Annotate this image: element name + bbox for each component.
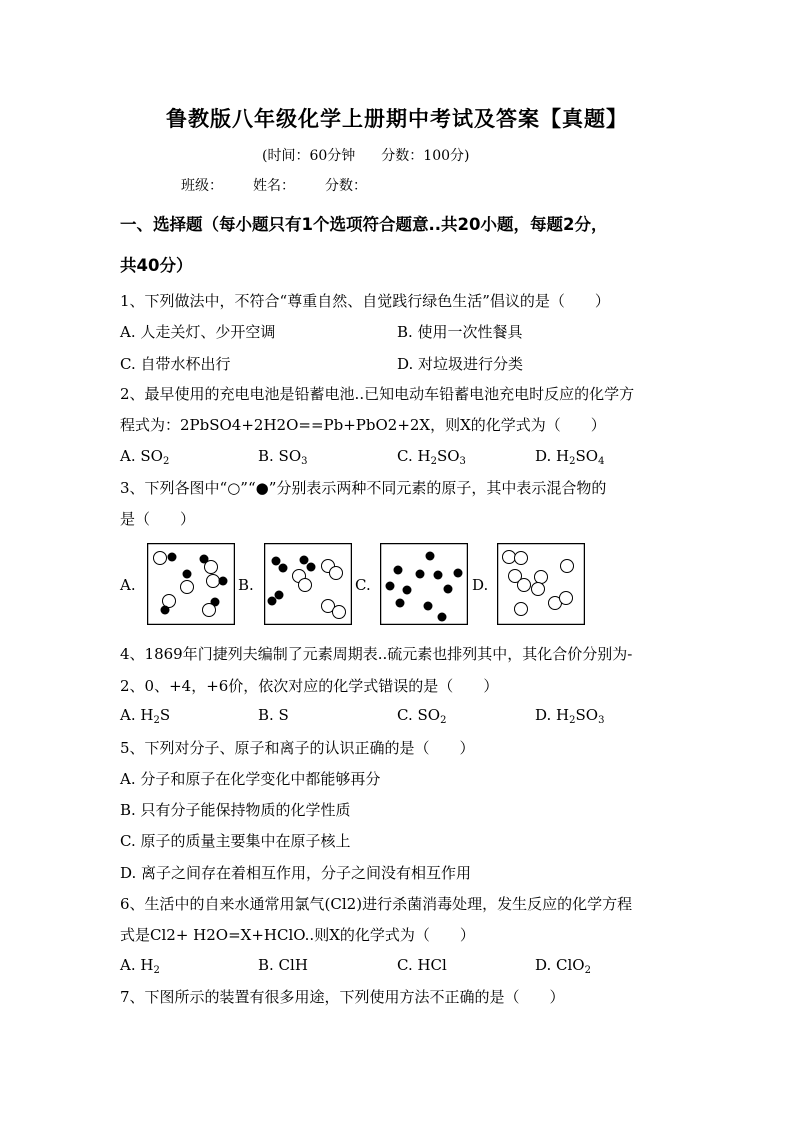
q3-figure-a — [147, 543, 235, 625]
q1-option-b: B. 使用一次性餐具 — [397, 323, 523, 341]
q2-option-b: B. $SO_3$ — [258, 447, 308, 467]
question-1: 1、下列做法中，不符合“尊重自然、自觉践行绿色生活”倡议的是（ ） — [120, 292, 610, 310]
q5-option-a: A. 分子和原子在化学变化中都能够再分 — [120, 770, 381, 788]
exam-meta — [262, 145, 495, 165]
question-6-line1: 6、生活中的自来水通常用氯气(Cl2)进行杀菌消毒处理，发生反应的化学方程 — [120, 895, 633, 913]
q6-option-c: C. HCl — [397, 956, 447, 974]
q1-option-c: C. 自带水杯出行 — [120, 355, 231, 373]
q6-option-d: D. ClO$_2$ — [535, 956, 591, 976]
q4-option-a: A. $H_2S$ — [120, 706, 171, 726]
exam-time: (时间：60分钟 — [262, 148, 356, 164]
name-label: 姓名： — [253, 178, 295, 194]
q1-option-a: A. 人走关灯、少开空调 — [120, 323, 276, 341]
question-4-line2: 2、0、+4，+6价，依次对应的化学式错误的是（ ） — [120, 677, 499, 695]
question-2-line1: 2、最早使用的充电电池是铅蓄电池..已知电动车铅蓄电池充电时反应的化学方 — [120, 385, 635, 403]
q4-option-c: C. $SO_2$ — [397, 706, 447, 726]
section-heading-line1: 一、选择题（每小题只有1个选项符合题意..共20小题，每题2分， — [120, 215, 608, 234]
question-3-line1: 3、下列各图中“○”“●”分别表示两种不同元素的原子，其中表示混合物的 — [120, 479, 607, 497]
q5-option-b: B. 只有分子能保持物质的化学性质 — [120, 801, 351, 819]
q3-label-b: B. — [238, 576, 254, 594]
question-2-line2: 程式为：2PbSO4+2H2O==Pb+PbO2+2X，则X的化学式为（ ） — [120, 416, 606, 434]
question-3-line2: 是（ ） — [120, 510, 196, 528]
q5-option-d: D. 离子之间存在着相互作用，分子之间没有相互作用 — [120, 864, 472, 882]
q5-option-c: C. 原子的质量主要集中在原子核上 — [120, 832, 351, 850]
q2-option-a: A. $SO_2$ — [120, 447, 170, 467]
question-5: 5、下列对分子、原子和离子的认识正确的是（ ） — [120, 739, 475, 757]
q6-option-a: A. $H_2$ — [120, 956, 160, 976]
q4-option-b: B. S — [258, 706, 289, 724]
points-label: 分数： — [325, 178, 367, 194]
q3-label-c: C. — [355, 576, 371, 594]
q1-option-d: D. 对垃圾进行分类 — [397, 355, 524, 373]
q6-option-b: B. ClH — [258, 956, 308, 974]
q3-label-d: D. — [472, 576, 489, 594]
student-info — [181, 175, 397, 195]
section-heading-line2: 共40分） — [120, 256, 193, 275]
q3-figure-b — [264, 543, 352, 625]
question-4-line1: 4、1869年门捷列夫编制了元素周期表..硫元素也排列其中，其化合价分别为- — [120, 645, 633, 663]
page-title: 鲁教版八年级化学上册期中考试及答案【真题】 — [166, 107, 628, 131]
question-7: 7、下图所示的装置有很多用途，下列使用方法不正确的是（ ） — [120, 988, 565, 1006]
q3-label-a: A. — [120, 576, 136, 594]
exam-score: 分数：100分) — [381, 148, 470, 164]
q3-figure-c — [380, 543, 468, 625]
q3-figure-d — [497, 543, 585, 625]
q2-option-c: C. $H_2SO_3$ — [397, 447, 466, 467]
q2-option-d: D. $H_2SO_4$ — [535, 447, 605, 467]
q4-option-d: D. $H_2SO_3$ — [535, 706, 605, 726]
class-label: 班级： — [181, 178, 223, 194]
question-6-line2: 式是Cl2+ H2O=X+HClO..则X的化学式为（ ） — [120, 926, 475, 944]
